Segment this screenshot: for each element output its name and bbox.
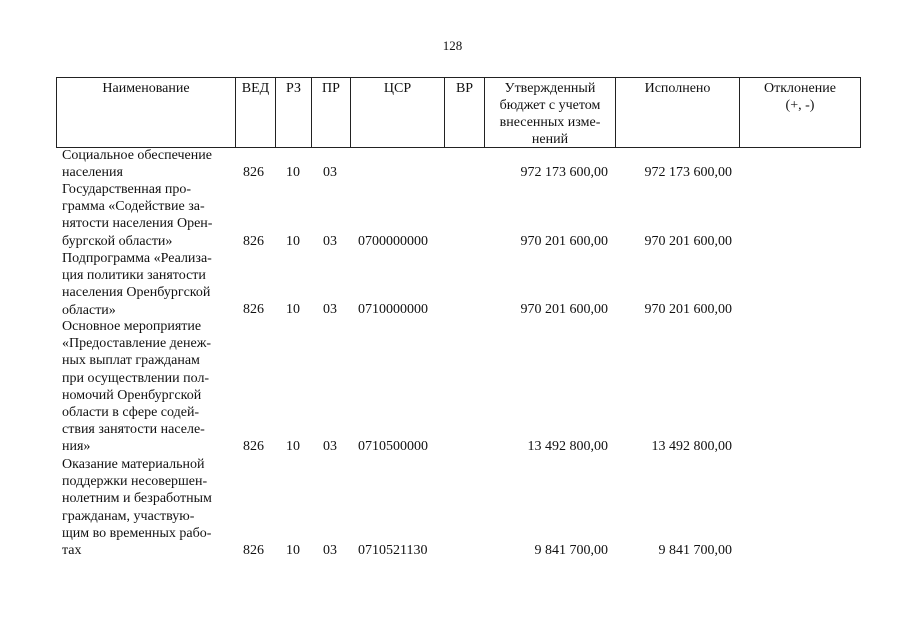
- column-header-csr: ЦСР: [351, 78, 445, 147]
- row-name-line: Основное мероприятие: [62, 319, 202, 334]
- row-pr: 03: [323, 439, 337, 454]
- row-budget: 972 173 600,00: [520, 165, 608, 180]
- row-done: 970 201 600,00: [644, 302, 732, 317]
- row-name-line: Оказание материальной: [62, 457, 205, 472]
- row-name-line: номочий Оренбургской: [62, 387, 202, 403]
- row-name-line: поддержки несовершен-: [62, 474, 208, 490]
- row-name-line: области в сфере содей-: [62, 405, 200, 421]
- column-header-budget-line: бюджет с учетом: [499, 98, 601, 113]
- page-number: 128: [442, 38, 463, 53]
- row-name-line: области»: [62, 302, 116, 318]
- row-name-line: ция политики занятости: [62, 268, 206, 284]
- row-name-line: нятости населения Орен-: [62, 216, 213, 232]
- row-pr: 03: [323, 302, 337, 317]
- row-rz: 10: [286, 234, 300, 249]
- row-csr: 0700000000: [358, 234, 428, 249]
- row-name-line: бургской области»: [62, 233, 173, 249]
- row-budget: 13 492 800,00: [527, 439, 608, 454]
- column-header-budget-line: внесенных изме-: [499, 115, 601, 130]
- column-header-ved: ВЕД: [236, 78, 276, 147]
- row-csr: 0710500000: [358, 439, 428, 454]
- row-name-line: ных выплат гражданам: [62, 353, 200, 369]
- column-header-pr: ПР: [312, 78, 351, 147]
- row-budget: 9 841 700,00: [534, 543, 608, 558]
- row-name-line: ния»: [62, 439, 91, 455]
- row-name: [62, 318, 232, 456]
- row-rz: 10: [286, 302, 300, 317]
- row-name-line: населения Оренбургской: [62, 285, 211, 301]
- row-name-line: тах: [62, 543, 82, 559]
- row-rz: 10: [286, 165, 300, 180]
- row-pr: 03: [323, 234, 337, 249]
- row-done: 9 841 700,00: [658, 543, 732, 558]
- row-name-line: щим во временных рабо-: [62, 525, 212, 541]
- row-name-line: грамма «Содействие за-: [62, 199, 205, 215]
- row-name-line: населения: [62, 165, 123, 181]
- row-ved: 826: [243, 439, 264, 454]
- row-name-line: «Предоставление денеж-: [62, 336, 212, 352]
- row-pr: 03: [323, 543, 337, 558]
- column-header-name: Наименование: [57, 78, 236, 147]
- column-header-deviation-line: (+, -): [785, 98, 815, 113]
- row-name: [62, 181, 232, 250]
- row-done: 972 173 600,00: [644, 165, 732, 180]
- column-header-budget-line: нений: [531, 132, 569, 147]
- column-header-done: Исполнено: [616, 78, 740, 147]
- row-pr: 03: [323, 165, 337, 180]
- row-budget: 970 201 600,00: [520, 234, 608, 249]
- row-ved: 826: [243, 234, 264, 249]
- row-name-line: Государственная про-: [62, 182, 192, 197]
- row-name: [62, 456, 232, 559]
- row-done: 970 201 600,00: [644, 234, 732, 249]
- row-rz: 10: [286, 439, 300, 454]
- column-header-budget-line: Утвержденный: [504, 81, 596, 96]
- row-budget: 970 201 600,00: [520, 302, 608, 317]
- column-header-rz: РЗ: [276, 78, 312, 147]
- row-ved: 826: [243, 302, 264, 317]
- row-name: [62, 147, 232, 181]
- column-header-vr: ВР: [445, 78, 485, 147]
- column-header-deviation-line: Отклонение: [764, 81, 836, 96]
- row-name-line: при осуществлении пол-: [62, 370, 210, 386]
- row-name-line: Социальное обеспечение: [62, 148, 212, 163]
- table-header: [56, 77, 861, 148]
- row-rz: 10: [286, 543, 300, 558]
- row-done: 13 492 800,00: [651, 439, 732, 454]
- row-name-line: Подпрограмма «Реализа-: [62, 251, 212, 266]
- row-csr: 0710000000: [358, 302, 428, 317]
- column-header-budget: [485, 78, 616, 147]
- row-ved: 826: [243, 165, 264, 180]
- row-name-line: ствия занятости населе-: [62, 422, 205, 438]
- row-csr: 0710521130: [358, 543, 428, 558]
- column-header-deviation: [740, 78, 860, 147]
- row-name-line: нолетним и безработным: [62, 491, 212, 507]
- row-ved: 826: [243, 543, 264, 558]
- row-name: [62, 250, 232, 319]
- row-name-line: гражданам, участвую-: [62, 508, 195, 524]
